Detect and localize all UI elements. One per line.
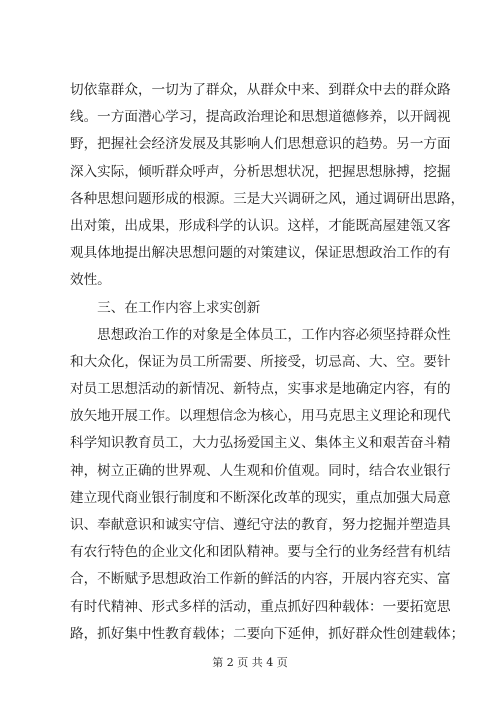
text-line: 深入实际，倾听群众呼声，分析思想状况，把握思想脉搏，挖掘 [70, 163, 451, 180]
text-line: 合，不断赋予思想政治工作新的鲜活的内容，开展内容充实、富 [70, 571, 451, 588]
text-line: 有时代精神、形式多样的活动，重点抓好四种载体：一要拓宽思 [70, 598, 451, 615]
text-line: 路，抓好集中性教育载体；二要向下延伸，抓好群众性创建载体； [70, 625, 465, 642]
text-line: 线。一方面潜心学习，提高政治理论和思想道德修养，以开阔视 [70, 109, 451, 126]
text-line: 科学知识教育员工，大力弘扬爱国主义、集体主义和艰苦奋斗精 [70, 435, 451, 452]
text-line: 思想政治工作的对象是全体员工，工作内容必须坚持群众性 [70, 326, 451, 343]
section-heading: 三、在工作内容上求实创新 [70, 299, 261, 316]
text-line: 野，把握社会经济发展及其影响人们思想意识的趋势。另一方面 [70, 136, 451, 153]
text-line: 切依靠群众，一切为了群众，从群众中来、到群众中去的群众路 [70, 82, 451, 98]
text-line: 建立现代商业银行制度和不断深化改革的现实，重点加强大局意 [70, 489, 451, 506]
text-line: 观具体地提出解决思想问题的对策建议，保证思想政治工作的有 [70, 245, 451, 262]
text-line: 对员工思想活动的新情况、新特点，实事求是地确定内容，有的 [70, 381, 451, 398]
text-line: 各种思想问题形成的根源。三是大兴调研之风，通过调研出思路， [70, 190, 465, 207]
text-line: 神，树立正确的世界观、人生观和价值观。同时，结合农业银行 [70, 462, 451, 479]
text-line: 识、奉献意识和诚实守信、遵纪守法的教育，努力挖掘并塑造具 [70, 517, 451, 533]
body-text [70, 77, 465, 648]
page-number-footer: 第 2 页 共 4 页 [212, 656, 288, 669]
text-line: 和大众化，保证为员工所需要、所接受，切忌高、大、空。要针 [70, 353, 451, 370]
text-line: 效性。 [70, 272, 111, 289]
text-line: 有农行特色的企业文化和团队精神。要与全行的业务经营有机结 [70, 544, 451, 561]
text-line: 出对策，出成果，形成科学的认识。这样，才能既高屋建瓴又客 [70, 217, 451, 234]
text-line: 放矢地开展工作。以理想信念为核心，用马克思主义理论和现代 [70, 408, 451, 425]
